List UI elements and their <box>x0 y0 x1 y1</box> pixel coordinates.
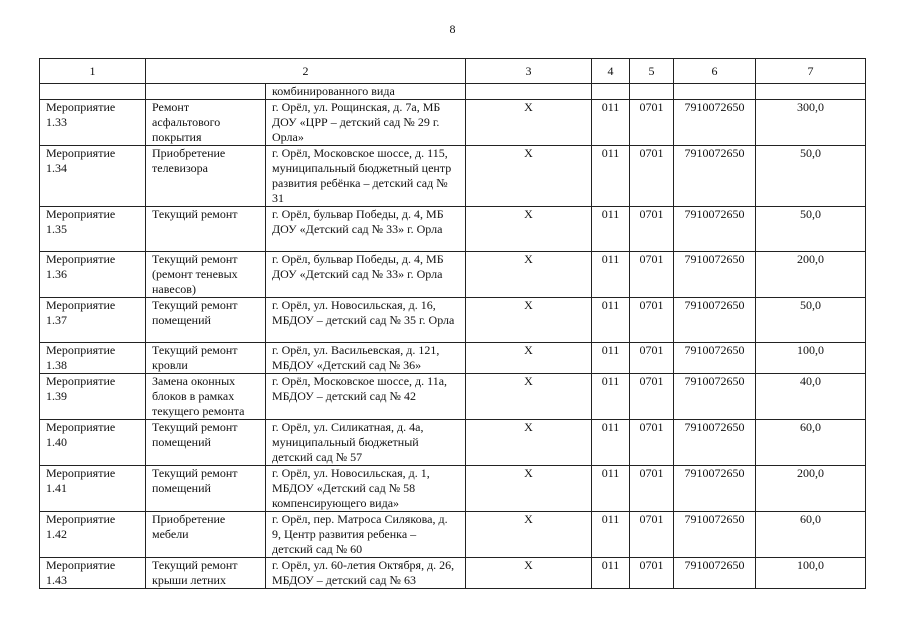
col4-cell: 011 <box>592 252 630 298</box>
col5-cell: 0701 <box>630 512 674 558</box>
table-row <box>40 466 866 512</box>
table-row <box>40 252 866 298</box>
amount-cell: 50,0 <box>756 298 866 343</box>
col4-cell: 011 <box>592 343 630 374</box>
event-id-cell: Мероприятие 1.43 <box>40 558 146 589</box>
header-cell: 2 <box>146 59 466 84</box>
amount-cell: 200,0 <box>756 466 866 512</box>
col6-cell: 7910072650 <box>674 207 756 252</box>
col5-cell: 0701 <box>630 374 674 420</box>
event-id-cell: Мероприятие 1.38 <box>40 343 146 374</box>
col3-cell: Х <box>466 558 592 589</box>
table-row <box>40 512 866 558</box>
col5-cell: 0701 <box>630 252 674 298</box>
col3-cell: Х <box>466 252 592 298</box>
amount-cell: 50,0 <box>756 207 866 252</box>
col5-cell: 0701 <box>630 298 674 343</box>
col3-cell: Х <box>466 512 592 558</box>
col3-cell: Х <box>466 207 592 252</box>
event-name-cell: Ремонт асфальтового покрытия <box>146 100 266 146</box>
col3-cell: Х <box>466 343 592 374</box>
col4-cell: 011 <box>592 420 630 466</box>
amount-cell: 60,0 <box>756 420 866 466</box>
header-cell: 3 <box>466 59 592 84</box>
col5-cell: 0701 <box>630 146 674 207</box>
col6-cell: 7910072650 <box>674 146 756 207</box>
col3-cell: Х <box>466 146 592 207</box>
col6-cell: 7910072650 <box>674 343 756 374</box>
table-row <box>40 374 866 420</box>
event-name-cell: Текущий ремонт помещений <box>146 298 266 343</box>
col5-cell: 0701 <box>630 100 674 146</box>
header-cell: 1 <box>40 59 146 84</box>
address-cell: г. Орёл, бульвар Победы, д. 4, МБ ДОУ «Детский сад № 33» г. Орла <box>266 252 466 298</box>
event-name-cell: Текущий ремонт <box>146 207 266 252</box>
header-row <box>40 59 866 84</box>
event-name-cell: Текущий ремонт крыши летних <box>146 558 266 589</box>
table-row <box>40 146 866 207</box>
event-id-cell: Мероприятие 1.37 <box>40 298 146 343</box>
col4-cell: 011 <box>592 146 630 207</box>
event-id-cell: Мероприятие 1.35 <box>40 207 146 252</box>
header-cell: 4 <box>592 59 630 84</box>
col4-cell: 011 <box>592 298 630 343</box>
event-name-cell: Приобретение телевизора <box>146 146 266 207</box>
table-row <box>40 558 866 589</box>
event-name-cell: Замена оконных блоков в рамках текущего ремонта <box>146 374 266 420</box>
amount-cell: 200,0 <box>756 252 866 298</box>
continued-address: комбинированного вида <box>266 84 466 100</box>
address-cell: г. Орёл, ул. Силикатная, д. 4а, муниципальный бюджетный детский сад № 57 <box>266 420 466 466</box>
table-row <box>40 207 866 252</box>
page-number: 8 <box>449 22 456 36</box>
table-row <box>40 343 866 374</box>
col6-cell: 7910072650 <box>674 298 756 343</box>
col4-cell: 011 <box>592 100 630 146</box>
address-cell: г. Орёл, ул. Рощинская, д. 7а, МБ ДОУ «ЦРР – детский сад № 29 г. Орла» <box>266 100 466 146</box>
address-cell: г. Орёл, Московское шоссе, д. 115, муниципальный бюджетный центр развития ребёнка – детский сад № 31 <box>266 146 466 207</box>
event-name-cell: Текущий ремонт помещений <box>146 466 266 512</box>
col4-cell: 011 <box>592 512 630 558</box>
col4-cell: 011 <box>592 207 630 252</box>
col6-cell: 7910072650 <box>674 100 756 146</box>
col6-cell: 7910072650 <box>674 512 756 558</box>
col3-cell: Х <box>466 100 592 146</box>
event-id-cell: Мероприятие 1.36 <box>40 252 146 298</box>
col4-cell: 011 <box>592 558 630 589</box>
col5-cell: 0701 <box>630 558 674 589</box>
event-name-cell: Текущий ремонт помещений <box>146 420 266 466</box>
address-cell: г. Орёл, пер. Матроса Силякова, д. 9, Центр развития ребенка – детский сад № 60 <box>266 512 466 558</box>
col6-cell: 7910072650 <box>674 374 756 420</box>
col3-cell: Х <box>466 466 592 512</box>
event-name-cell: Текущий ремонт (ремонт теневых навесов) <box>146 252 266 298</box>
event-id-cell: Мероприятие 1.33 <box>40 100 146 146</box>
event-id-cell: Мероприятие 1.42 <box>40 512 146 558</box>
event-id-cell: Мероприятие 1.40 <box>40 420 146 466</box>
address-cell: г. Орёл, Московское шоссе, д. 11а, МБДОУ – детский сад № 42 <box>266 374 466 420</box>
col5-cell: 0701 <box>630 207 674 252</box>
col5-cell: 0701 <box>630 420 674 466</box>
table-row <box>40 420 866 466</box>
header-cell: 6 <box>674 59 756 84</box>
amount-cell: 100,0 <box>756 343 866 374</box>
amount-cell: 60,0 <box>756 512 866 558</box>
table-row <box>40 298 866 343</box>
address-cell: г. Орёл, ул. 60-летия Октября, д. 26, МБДОУ – детский сад № 63 <box>266 558 466 589</box>
col6-cell: 7910072650 <box>674 466 756 512</box>
col5-cell: 0701 <box>630 343 674 374</box>
col3-cell: Х <box>466 374 592 420</box>
address-cell: г. Орёл, бульвар Победы, д. 4, МБ ДОУ «Детский сад № 33» г. Орла <box>266 207 466 252</box>
col6-cell: 7910072650 <box>674 252 756 298</box>
col3-cell: Х <box>466 298 592 343</box>
address-cell: г. Орёл, ул. Васильевская, д. 121, МБДОУ «Детский сад № 36» <box>266 343 466 374</box>
address-cell: г. Орёл, ул. Новосильская, д. 16, МБДОУ – детский сад № 35 г. Орла <box>266 298 466 343</box>
table-row <box>40 100 866 146</box>
col6-cell: 7910072650 <box>674 558 756 589</box>
header-cell: 5 <box>630 59 674 84</box>
col3-cell: Х <box>466 420 592 466</box>
col4-cell: 011 <box>592 466 630 512</box>
event-name-cell: Приобретение мебели <box>146 512 266 558</box>
col6-cell: 7910072650 <box>674 420 756 466</box>
budget-table <box>39 58 866 589</box>
event-id-cell: Мероприятие 1.41 <box>40 466 146 512</box>
event-id-cell: Мероприятие 1.34 <box>40 146 146 207</box>
event-name-cell: Текущий ремонт кровли <box>146 343 266 374</box>
amount-cell: 300,0 <box>756 100 866 146</box>
col4-cell: 011 <box>592 374 630 420</box>
continuation-row <box>40 84 866 100</box>
amount-cell: 50,0 <box>756 146 866 207</box>
header-cell: 7 <box>756 59 866 84</box>
amount-cell: 100,0 <box>756 558 866 589</box>
amount-cell: 40,0 <box>756 374 866 420</box>
event-id-cell: Мероприятие 1.39 <box>40 374 146 420</box>
col5-cell: 0701 <box>630 466 674 512</box>
address-cell: г. Орёл, ул. Новосильская, д. 1, МБДОУ «Детский сад № 58 компенсирующего вида» <box>266 466 466 512</box>
